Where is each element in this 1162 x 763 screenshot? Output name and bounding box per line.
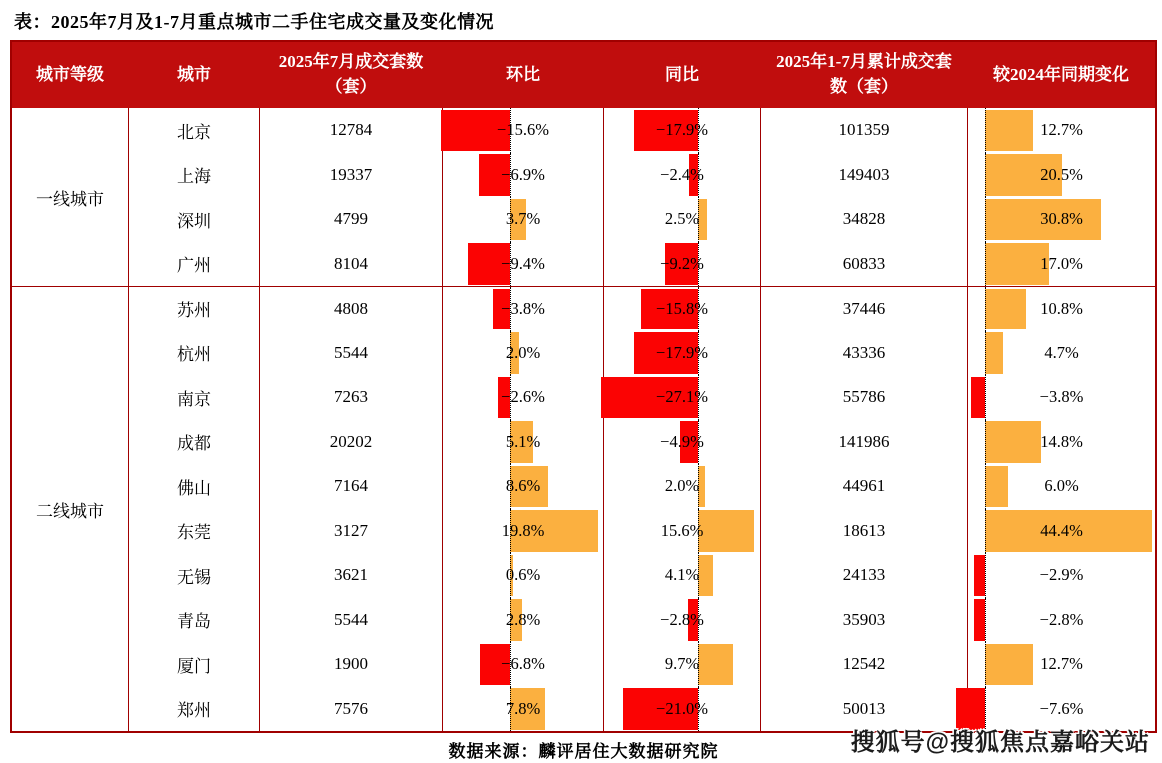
positive-bar	[985, 644, 1033, 686]
pct-label: 2.5%	[664, 209, 700, 229]
pct-label: −17.9%	[656, 342, 708, 362]
cum-volume-cell: 34828	[761, 197, 968, 242]
cum-volume-cell: 43336	[761, 331, 968, 376]
city-cell: 深圳	[129, 197, 260, 242]
yoy-bar-cell	[604, 242, 761, 287]
mom-bar-cell	[443, 553, 604, 598]
cum-volume-cell: 24133	[761, 553, 968, 598]
pct-label: 8.6%	[505, 476, 541, 496]
cum-volume-cell: 35903	[761, 598, 968, 643]
jul-volume-cell: 19337	[260, 153, 443, 198]
zero-baseline	[985, 242, 986, 287]
cum-volume-cell: 55786	[761, 375, 968, 420]
pct-label: 19.8%	[501, 520, 545, 540]
mom-bar-cell	[443, 642, 604, 687]
city-cell: 杭州	[129, 331, 260, 376]
zero-baseline	[985, 197, 986, 242]
city-cell: 无锡	[129, 553, 260, 598]
jul-volume-cell: 20202	[260, 420, 443, 465]
yoy-bar-cell	[604, 553, 761, 598]
col-header-jul-volume: 2025年7月成交套数（套）	[260, 42, 443, 108]
yoy-bar-cell	[604, 375, 761, 420]
jul-volume-cell: 8104	[260, 242, 443, 287]
pct-label: 44.4%	[1040, 520, 1083, 540]
zero-baseline	[985, 331, 986, 376]
zero-baseline	[985, 553, 986, 598]
mom-bar-cell	[443, 598, 604, 643]
pct-label: −27.1%	[656, 387, 708, 407]
col-header-city: 城市	[129, 42, 260, 108]
cum-volume-cell: 60833	[761, 242, 968, 287]
yoy-bar-cell	[604, 687, 761, 732]
mom-bar-cell	[443, 153, 604, 198]
pct-label: −2.8%	[660, 609, 704, 629]
table-grid	[12, 42, 1155, 731]
positive-bar	[985, 466, 1008, 508]
jul-volume-cell: 3621	[260, 553, 443, 598]
pct-label: −3.8%	[501, 298, 545, 318]
data-source-note: 数据来源：麟评居住大数据研究院	[448, 742, 719, 761]
yoy-bar-cell	[604, 598, 761, 643]
vs2024-bar-cell	[968, 108, 1155, 153]
yoy-bar-cell	[604, 331, 761, 376]
mom-bar-cell	[443, 509, 604, 554]
pct-label: −6.8%	[501, 654, 545, 674]
cum-volume-cell: 50013	[761, 687, 968, 732]
col-header-vs2024: 较2024年同期变化	[968, 42, 1155, 108]
pct-label: 12.7%	[1040, 654, 1083, 674]
vs2024-bar-cell	[968, 331, 1155, 376]
cum-volume-cell: 141986	[761, 420, 968, 465]
pct-label: 7.8%	[505, 698, 541, 718]
positive-bar	[698, 510, 754, 552]
pct-label: 2.8%	[505, 609, 541, 629]
cum-volume-cell: 12542	[761, 642, 968, 687]
city-cell: 苏州	[129, 286, 260, 331]
col-header-city-tier: 城市等级	[12, 42, 129, 108]
vs2024-bar-cell	[968, 509, 1155, 554]
pct-label: −2.8%	[1039, 609, 1084, 629]
pct-label: −2.6%	[501, 387, 545, 407]
pct-label: −17.9%	[656, 120, 708, 140]
pct-label: −2.9%	[1039, 565, 1084, 585]
negative-bar	[971, 377, 985, 419]
positive-bar	[698, 199, 707, 241]
pct-label: 20.5%	[1040, 164, 1083, 184]
yoy-bar-cell	[604, 197, 761, 242]
zero-baseline	[985, 108, 986, 153]
data-table	[10, 40, 1157, 733]
cum-volume-cell: 44961	[761, 464, 968, 509]
yoy-bar-cell	[604, 153, 761, 198]
pct-label: 10.8%	[1040, 298, 1083, 318]
pct-label: 2.0%	[505, 342, 541, 362]
pct-label: −2.4%	[660, 164, 704, 184]
pct-label: −15.8%	[656, 298, 708, 318]
pct-label: 4.1%	[664, 565, 700, 585]
jul-volume-cell: 7164	[260, 464, 443, 509]
zero-baseline	[985, 420, 986, 465]
pct-label: −7.6%	[1039, 698, 1084, 718]
zero-baseline	[985, 375, 986, 420]
positive-bar	[698, 555, 713, 597]
pct-label: 5.1%	[505, 431, 541, 451]
vs2024-bar-cell	[968, 242, 1155, 287]
yoy-bar-cell	[604, 420, 761, 465]
zero-baseline	[985, 464, 986, 509]
city-cell: 南京	[129, 375, 260, 420]
jul-volume-cell: 5544	[260, 598, 443, 643]
yoy-bar-cell	[604, 509, 761, 554]
jul-volume-cell: 12784	[260, 108, 443, 153]
pct-label: 3.7%	[505, 209, 541, 229]
vs2024-bar-cell	[968, 464, 1155, 509]
pct-label: 0.6%	[505, 565, 541, 585]
mom-bar-cell	[443, 687, 604, 732]
zero-baseline	[985, 153, 986, 198]
pct-label: 2.0%	[664, 476, 700, 496]
pct-label: 15.6%	[660, 520, 704, 540]
vs2024-bar-cell	[968, 197, 1155, 242]
vs2024-bar-cell	[968, 553, 1155, 598]
yoy-bar-cell	[604, 642, 761, 687]
zero-baseline	[985, 598, 986, 643]
pct-label: −9.4%	[501, 253, 545, 273]
vs2024-bar-cell	[968, 598, 1155, 643]
cum-volume-cell: 149403	[761, 153, 968, 198]
zero-baseline	[985, 509, 986, 554]
col-header-yoy: 同比	[604, 42, 761, 108]
city-cell: 郑州	[129, 687, 260, 732]
yoy-bar-cell	[604, 286, 761, 331]
watermark: 搜狐号@搜狐焦点嘉峪关站	[850, 729, 1150, 756]
vs2024-bar-cell	[968, 286, 1155, 331]
positive-bar	[698, 644, 733, 686]
cum-volume-cell: 101359	[761, 108, 968, 153]
jul-volume-cell: 7263	[260, 375, 443, 420]
col-header-mom: 环比	[443, 42, 604, 108]
city-cell: 广州	[129, 242, 260, 287]
yoy-bar-cell	[604, 108, 761, 153]
pct-label: −9.2%	[660, 253, 704, 273]
city-cell: 青岛	[129, 598, 260, 643]
pct-label: 17.0%	[1040, 253, 1083, 273]
mom-bar-cell	[443, 464, 604, 509]
city-cell: 上海	[129, 153, 260, 198]
negative-bar	[974, 555, 985, 597]
zero-baseline	[985, 642, 986, 687]
vs2024-bar-cell	[968, 642, 1155, 687]
mom-bar-cell	[443, 286, 604, 331]
pct-label: 6.0%	[1044, 476, 1079, 496]
negative-bar	[974, 599, 985, 641]
zero-baseline	[985, 287, 986, 331]
pct-label: 12.7%	[1040, 120, 1083, 140]
vs2024-bar-cell	[968, 375, 1155, 420]
cum-volume-cell: 18613	[761, 509, 968, 554]
jul-volume-cell: 1900	[260, 642, 443, 687]
mom-bar-cell	[443, 108, 604, 153]
pct-label: −4.9%	[660, 431, 704, 451]
city-cell: 东莞	[129, 509, 260, 554]
mom-bar-cell	[443, 420, 604, 465]
jul-volume-cell: 7576	[260, 687, 443, 732]
vs2024-bar-cell	[968, 420, 1155, 465]
pct-label: 9.7%	[664, 654, 700, 674]
col-header-cum-volume: 2025年1-7月累计成交套数（套）	[761, 42, 968, 108]
tier-cell: 一线城市	[12, 108, 129, 286]
yoy-bar-cell	[604, 464, 761, 509]
city-cell: 厦门	[129, 642, 260, 687]
cum-volume-cell: 37446	[761, 286, 968, 331]
jul-volume-cell: 5544	[260, 331, 443, 376]
mom-bar-cell	[443, 242, 604, 287]
pct-label: −15.6%	[497, 120, 549, 140]
vs2024-bar-cell	[968, 153, 1155, 198]
jul-volume-cell: 4799	[260, 197, 443, 242]
positive-bar	[985, 421, 1041, 463]
city-cell: 成都	[129, 420, 260, 465]
positive-bar	[985, 289, 1026, 330]
pct-label: 14.8%	[1040, 431, 1083, 451]
city-cell: 北京	[129, 108, 260, 153]
positive-bar	[985, 110, 1033, 152]
mom-bar-cell	[443, 197, 604, 242]
pct-label: 4.7%	[1044, 342, 1079, 362]
mom-bar-cell	[443, 331, 604, 376]
pct-label: −3.8%	[1039, 387, 1084, 407]
city-cell: 佛山	[129, 464, 260, 509]
pct-label: 30.8%	[1040, 209, 1083, 229]
jul-volume-cell: 3127	[260, 509, 443, 554]
positive-bar	[985, 332, 1003, 374]
page-title: 表：2025年7月及1-7月重点城市二手住宅成交量及变化情况	[14, 12, 494, 32]
pct-label: −21.0%	[656, 698, 708, 718]
jul-volume-cell: 4808	[260, 286, 443, 331]
mom-bar-cell	[443, 375, 604, 420]
pct-label: −6.9%	[501, 164, 545, 184]
tier-cell: 二线城市	[12, 286, 129, 731]
